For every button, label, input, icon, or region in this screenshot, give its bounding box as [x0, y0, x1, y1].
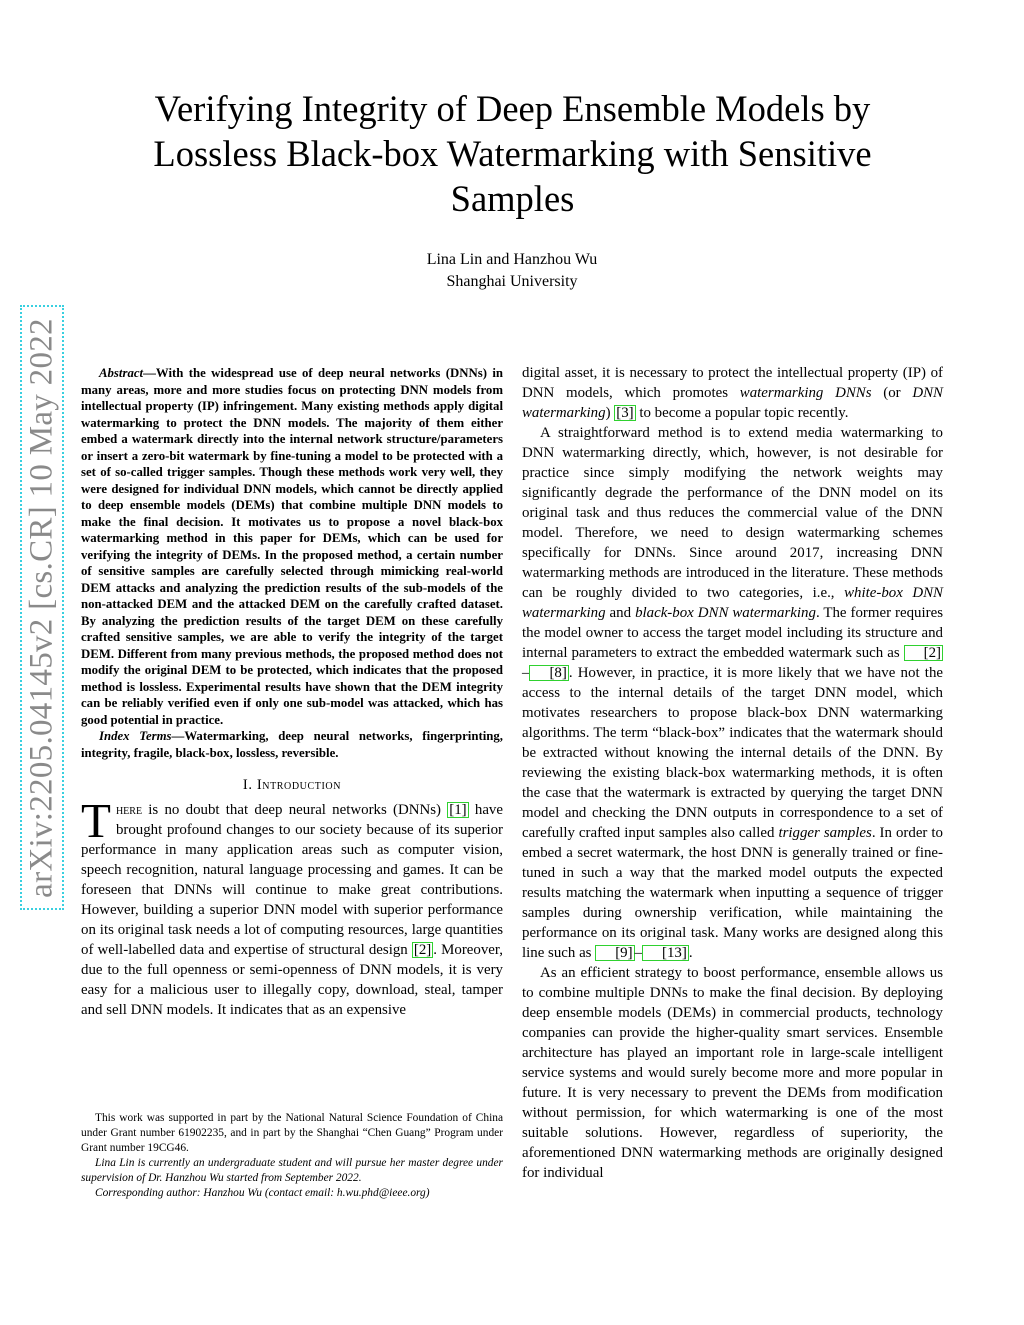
abstract — [81, 365, 503, 728]
drop-cap: T — [81, 793, 111, 848]
right-column — [522, 363, 943, 1183]
index-terms — [81, 728, 503, 761]
author-affiliation: Shanghai University — [446, 273, 578, 290]
body-text: digital asset, it is necessary to protect the intellectual property (IP) of DNN models, which promotes — [522, 365, 943, 401]
lead-word: here — [115, 802, 143, 818]
emphasis: trigger samples — [778, 825, 872, 841]
body-text: . However, in practice, it is more likely that we have not the access to the internal details of the target DNN model, which motivates researchers to propose black-box DNN watermarking algorithms. The term “black-box” indicates that the watermark should be extracted without knowing the internal details of the DNN. By reviewing the existing black-box watermarking methods, it is often the case that the watermark is extracted by querying the target DNN model and checking the DNN outputs in correspondence to a set of carefully crafted input samples also called — [522, 665, 943, 841]
body-text: A straightforward method is to extend media watermarking to DNN watermarking directly, which, however, is not desirable for practice since simply modifying the network weights may significantly degrade the performance of the DNN model on its original task and thus reduces the commercial value of the DNN model. Therefore, we need to design watermarking schemes specifically for DNNs. Since around 2017, increasing DNN watermarking methods are introduced in the literature. These methods can be roughly divided to two categories, i.e., — [522, 425, 943, 601]
body-text: (or — [871, 385, 913, 401]
footnote-funding: This work was supported in part by the National Natural Science Foundation of China under Grant number 61902235, and in part by the Shanghai “Chen Guang” Program under Grant number 19CG46. — [81, 1112, 503, 1154]
intro-text: have brought profound changes to our society because of its superior performance in many application areas such as computer vision, speech recognition, natural language processing and games. It can be foreseen that DNNs will continue to make great contributions. However, building a superior DNN model with superior performance on its original task needs a lot of computing resources, large quantities of well-labelled data and expertise of structural design — [81, 802, 503, 958]
body-paragraph — [522, 363, 943, 423]
citation-link[interactable]: [13] — [642, 945, 689, 961]
footnote-student-text: Lina Lin is currently an undergraduate student and will pursue her master degree under supervision of Dr. Hanzhou Wu started from September 2022. — [81, 1157, 503, 1184]
paper-title — [85, 86, 940, 221]
body-text: – — [634, 945, 643, 961]
arxiv-sidebar[interactable] — [20, 305, 64, 910]
body-paragraph: As an efficient strategy to boost performance, ensemble allows us to combine multiple DNNs to make the final decision. By deploying deep ensemble models (DEMs) in commercial products, technology companies can provide the higher-quality smart services. Ensemble architecture has played an important role in large-scale intelligent service systems and would surely become more and more popular in future. It is very necessary to prevent the DEMs from modification without permission, for which watermarking is one of the most suitable solutions. However, regardless of superiority, the aforementioned DNN watermarking methods are originally designed for individual — [522, 965, 943, 1181]
footnote-student — [81, 1156, 503, 1186]
emphasis: black-box DNN watermarking — [635, 605, 816, 621]
title-line: Verifying Integrity of Deep Ensemble Models by — [154, 88, 871, 129]
body-text: . In order to embed a secret watermark, the host DNN is generally trained or fine-tuned in such a way that the marked model outputs the expected results matching the watermark when inputting a sequence of trigger samples during ownership verification, while maintaining the performance on its original task. Many works are designed along this line such as — [522, 825, 943, 961]
citation-link[interactable]: [3] — [616, 405, 634, 421]
emphasis: white-box DNN watermarking — [522, 585, 943, 621]
citation-link[interactable]: [9] — [595, 945, 634, 961]
body-text: . The former requires the model owner to access the target model including its structure and internal parameters to extract the embedded watermark such as — [522, 605, 943, 661]
intro-text: . Moreover, due to the full openness or semi-openness of DNN models, it is very easy for a malicious user to illegally copy, download, steal, tamper and sell DNN models. It indicates that as an expensive — [81, 942, 503, 1018]
abstract-label: Abstract — [99, 366, 144, 380]
emphasis: watermarking DNNs — [739, 385, 872, 401]
abstract-text: —With the widespread use of deep neural networks (DNNs) in many areas, more and more studies focus on protecting DNN models from intellectual property (IP) infringement. Many existing methods apply digital watermarking to protect the DNN models. The majority of them either embed a watermark directly into the internal network structure/parameters or insert a zero-bit watermark by fine-tuning a model to be protected with a set of so-called trigger samples. Though these methods work very well, they were designed for individual DNN models, which cannot be directly applied to deep ensemble models (DEMs) that combine multiple DNN models to make the final decision. It motivates us to propose a novel black-box watermarking method in this paper for DEMs, which can be used for verifying the integrity of DEMs. In the proposed method, a certain number of sensitive samples are carefully selected through mimicking real-world DEM attacks and analyzing the prediction results of the sub-models of the non-attacked DEM and the attacked DEM on the carefully crafted dataset. By analyzing the prediction results of the target DEM on these carefully crafted sensitive samples, we are able to verify the integrity of the target DEM. Different from many previous methods, the proposed method does not modify the original DEM to be protected, which indicates that the proposed method is lossless. Experimental results have shown that the DEM integrity can be reliably verified even if only one sub-model was attacked, which has good potential in practice. — [81, 366, 503, 727]
index-terms-label: Index Terms — [99, 729, 172, 743]
section-number: I. — [242, 777, 253, 793]
section-heading — [81, 775, 503, 795]
body-text: . — [688, 945, 693, 961]
citation-link[interactable]: [1] — [449, 802, 467, 818]
footnote-corresponding-text: Corresponding author: Hanzhou Wu (contact email: h.wu.phd@ieee.org) — [95, 1187, 430, 1199]
body-paragraph — [522, 423, 943, 963]
title-line: Samples — [450, 178, 575, 219]
body-text: – — [522, 665, 530, 681]
title-line: Lossless Black-box Watermarking with Sensitive — [153, 133, 872, 174]
body-text: and — [605, 605, 636, 621]
author-names: Lina Lin and Hanzhou Wu — [426, 251, 598, 268]
citation-link[interactable]: [8] — [529, 665, 568, 681]
citation-link[interactable]: [2] — [413, 942, 432, 958]
body-text: to become a popular topic recently. — [635, 405, 849, 421]
index-terms-text: —Watermarking, deep neural networks, fingerprinting, integrity, fragile, black-box, lossless, reversible. — [81, 729, 503, 760]
body-text: ) — [605, 405, 615, 421]
arxiv-identifier: arXiv:2205.04145v2 [cs.CR] 10 May 2022 — [23, 317, 60, 898]
intro-text: is no doubt that deep neural networks (DNNs) — [142, 802, 448, 818]
citation-link[interactable]: [2] — [904, 645, 943, 661]
intro-paragraph — [81, 793, 503, 1020]
emphasis: DNN watermarking — [522, 385, 943, 421]
section-title: Introduction — [256, 777, 342, 793]
footnote-corresponding — [81, 1186, 503, 1201]
left-column — [81, 365, 503, 1020]
author-block — [300, 249, 724, 293]
footnotes — [81, 1111, 503, 1201]
